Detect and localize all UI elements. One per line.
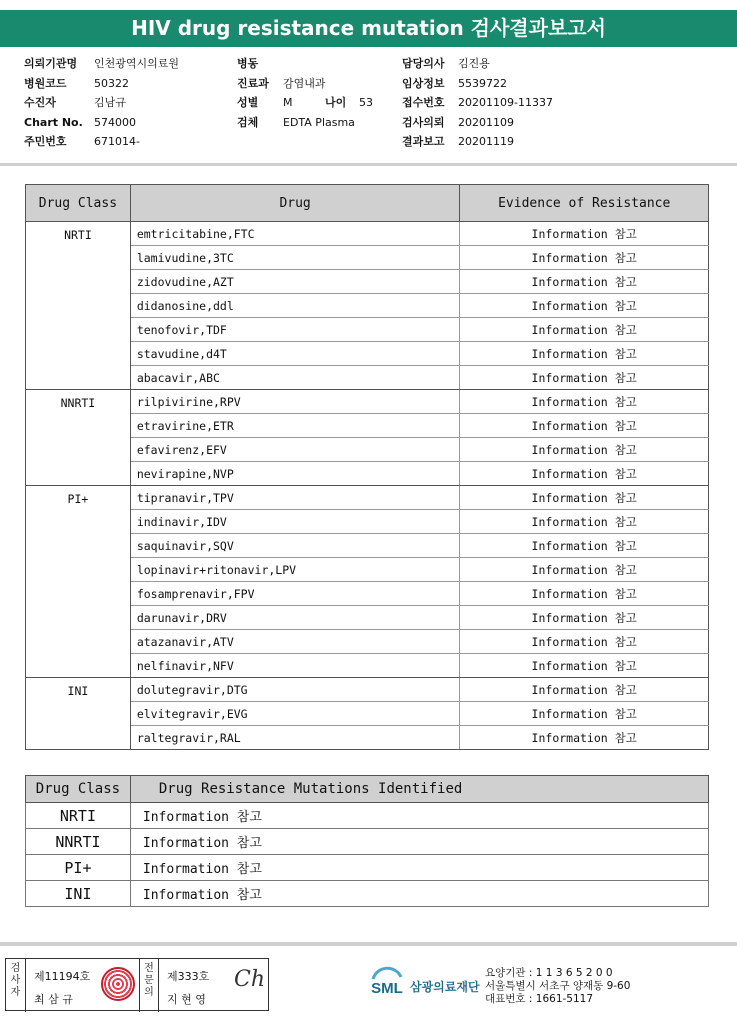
drug-class-cell: PI+ xyxy=(26,486,131,678)
info-value: 감염내과 xyxy=(283,77,326,90)
organization-name: 삼광의료재단 xyxy=(410,980,480,994)
tester-label: 검사자 xyxy=(6,959,26,1012)
sml-logo-icon xyxy=(368,965,406,1003)
info-key: 주민번호 xyxy=(24,135,67,148)
tester-name: 최 삼 규 xyxy=(34,993,73,1006)
drug-class-cell: NNRTI xyxy=(26,390,131,486)
patient-info xyxy=(0,56,737,156)
evidence-cell: Information 참고 xyxy=(460,270,709,294)
info-value: 671014- xyxy=(94,135,140,148)
drug-cell: fosamprenavir,FPV xyxy=(130,582,460,606)
info-value: EDTA Plasma xyxy=(283,116,355,129)
info-value: 20201109-11337 xyxy=(458,96,553,109)
signature-box xyxy=(5,958,269,1011)
column-header: Drug Class xyxy=(26,776,131,803)
drug-class-cell: INI xyxy=(26,881,131,907)
drug-class-cell: INI xyxy=(26,678,131,750)
phone-number: 대표번호 : 1661-5117 xyxy=(485,993,594,1005)
info-value: 53 xyxy=(359,96,373,109)
table-row xyxy=(26,390,709,414)
info-value: 50322 xyxy=(94,77,129,90)
column-header: Drug Class xyxy=(26,185,131,222)
evidence-cell: Information 참고 xyxy=(460,534,709,558)
info-value: 574000 xyxy=(94,116,136,129)
drug-cell: zidovudine,AZT xyxy=(130,270,460,294)
drug-cell: raltegravir,RAL xyxy=(130,726,460,750)
drug-cell: lamivudine,3TC xyxy=(130,246,460,270)
table-row xyxy=(26,881,709,907)
seal-stamp-icon xyxy=(101,967,135,1001)
signature-image: Ch xyxy=(234,967,266,992)
drug-cell: tipranavir,TPV xyxy=(130,486,460,510)
drug-cell: tenofovir,TDF xyxy=(130,318,460,342)
specialist-label: 전문의 xyxy=(139,959,159,1012)
specialist-name: 지 현 영 xyxy=(167,993,206,1006)
evidence-cell: Information 참고 xyxy=(460,342,709,366)
evidence-cell: Information 참고 xyxy=(460,582,709,606)
info-key: 검사의뢰 xyxy=(402,116,445,129)
drug-class-cell: NRTI xyxy=(26,222,131,390)
section-divider xyxy=(0,163,737,166)
info-key: 검체 xyxy=(237,116,259,129)
drug-cell: atazanavir,ATV xyxy=(130,630,460,654)
drug-cell: stavudine,d4T xyxy=(130,342,460,366)
drug-cell: elvitegravir,EVG xyxy=(130,702,460,726)
evidence-cell: Information 참고 xyxy=(460,630,709,654)
drug-class-cell: PI+ xyxy=(26,855,131,881)
info-key: 진료과 xyxy=(237,77,269,90)
drug-cell: etravirine,ETR xyxy=(130,414,460,438)
drug-class-cell: NRTI xyxy=(26,803,131,829)
drug-class-cell: NNRTI xyxy=(26,829,131,855)
table-row xyxy=(26,855,709,881)
footer-divider xyxy=(0,942,737,946)
drug-cell: emtricitabine,FTC xyxy=(130,222,460,246)
table-row xyxy=(26,222,709,246)
drug-resistance-table xyxy=(25,184,709,750)
evidence-cell: Information 참고 xyxy=(460,726,709,750)
info-key: 수진자 xyxy=(24,96,56,109)
evidence-cell: Information 참고 xyxy=(460,390,709,414)
info-value: 20201119 xyxy=(458,135,514,148)
evidence-cell: Information 참고 xyxy=(460,222,709,246)
info-value: 김진용 xyxy=(458,57,490,70)
evidence-cell: Information 참고 xyxy=(460,414,709,438)
info-value: 20201109 xyxy=(458,116,514,129)
evidence-cell: Information 참고 xyxy=(460,702,709,726)
drug-cell: didanosine,ddl xyxy=(130,294,460,318)
evidence-cell: Information 참고 xyxy=(460,438,709,462)
report-title: HIV drug resistance mutation 검사결과보고서 xyxy=(0,10,737,47)
table-row xyxy=(26,829,709,855)
drug-cell: saquinavir,SQV xyxy=(130,534,460,558)
column-header: Evidence of Resistance xyxy=(460,185,709,222)
info-value: M xyxy=(283,96,293,109)
info-value: 김남규 xyxy=(94,96,126,109)
evidence-cell: Information 참고 xyxy=(460,294,709,318)
mutation-cell: Information 참고 xyxy=(130,803,708,829)
info-key: 결과보고 xyxy=(402,135,445,148)
drug-cell: darunavir,DRV xyxy=(130,606,460,630)
mutation-cell: Information 참고 xyxy=(130,829,708,855)
info-key: 성별 xyxy=(237,96,259,109)
evidence-cell: Information 참고 xyxy=(460,366,709,390)
info-key: 담당의사 xyxy=(402,57,445,70)
table-row xyxy=(26,678,709,702)
contact-info xyxy=(485,967,630,1006)
info-key: 접수번호 xyxy=(402,96,445,109)
evidence-cell: Information 참고 xyxy=(460,318,709,342)
drug-cell: efavirenz,EFV xyxy=(130,438,460,462)
drug-cell: nevirapine,NVP xyxy=(130,462,460,486)
drug-cell: lopinavir+ritonavir,LPV xyxy=(130,558,460,582)
column-header: Drug xyxy=(130,185,460,222)
evidence-cell: Information 참고 xyxy=(460,246,709,270)
info-value: 5539722 xyxy=(458,77,507,90)
specialist-license: 제333호 xyxy=(167,970,210,983)
info-key: 임상정보 xyxy=(402,77,445,90)
logo-text: SML xyxy=(371,980,403,997)
mutations-table xyxy=(25,775,709,907)
evidence-cell: Information 참고 xyxy=(460,486,709,510)
info-key: 나이 xyxy=(325,96,347,109)
info-key: 병동 xyxy=(237,57,259,70)
evidence-cell: Information 참고 xyxy=(460,558,709,582)
drug-cell: dolutegravir,DTG xyxy=(130,678,460,702)
evidence-cell: Information 참고 xyxy=(460,606,709,630)
evidence-cell: Information 참고 xyxy=(460,654,709,678)
institution-code: 요양기관 : 1 1 3 6 5 2 0 0 xyxy=(485,967,613,979)
drug-cell: rilpivirine,RPV xyxy=(130,390,460,414)
table-row xyxy=(26,803,709,829)
info-key: Chart No. xyxy=(24,116,83,129)
info-key: 병원코드 xyxy=(24,77,67,90)
drug-cell: abacavir,ABC xyxy=(130,366,460,390)
drug-cell: nelfinavir,NFV xyxy=(130,654,460,678)
table-row xyxy=(26,486,709,510)
drug-cell: indinavir,IDV xyxy=(130,510,460,534)
info-key: 의뢰기관명 xyxy=(24,57,78,70)
mutation-cell: Information 참고 xyxy=(130,855,708,881)
mutation-cell: Information 참고 xyxy=(130,881,708,907)
evidence-cell: Information 참고 xyxy=(460,462,709,486)
tester-license: 제11194호 xyxy=(34,970,91,983)
address: 서울특별시 서초구 양재동 9-60 xyxy=(485,980,631,992)
evidence-cell: Information 참고 xyxy=(460,510,709,534)
info-value: 인천광역시의료원 xyxy=(94,57,180,70)
column-header: Drug Resistance Mutations Identified xyxy=(130,776,708,803)
evidence-cell: Information 참고 xyxy=(460,678,709,702)
